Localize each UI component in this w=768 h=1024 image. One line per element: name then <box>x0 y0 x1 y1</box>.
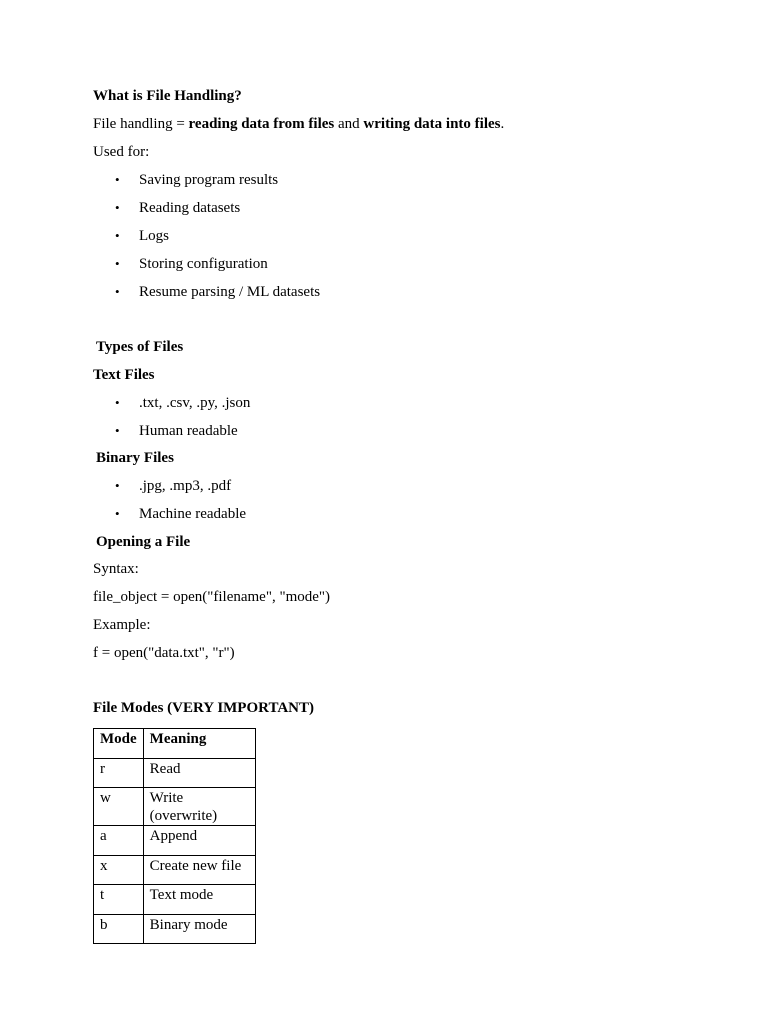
bullet-icon: • <box>115 506 120 521</box>
table-row <box>94 855 256 885</box>
mode-cell: r <box>94 758 144 788</box>
heading-what-is-file-handling: What is File Handling? <box>93 88 242 104</box>
table-row <box>94 826 256 856</box>
mode-cell: w <box>94 788 144 826</box>
definition-paragraph <box>93 115 504 133</box>
definition-suffix: . <box>500 116 505 132</box>
heading-opening-a-file: Opening a File <box>96 534 191 550</box>
bullet-icon: • <box>115 423 120 438</box>
meaning-cell: Append <box>143 826 255 856</box>
table-row <box>94 885 256 915</box>
list-item <box>115 171 278 189</box>
table-row <box>94 914 256 944</box>
definition-prefix: File handling = <box>93 116 189 132</box>
mode-cell: x <box>94 855 144 885</box>
column-header-meaning: Meaning <box>143 729 255 759</box>
list-item <box>115 227 169 245</box>
list-item-text: Machine readable <box>139 506 247 522</box>
syntax-label: Syntax: <box>93 561 139 577</box>
meaning-cell: Binary mode <box>143 914 255 944</box>
mode-cell: t <box>94 885 144 915</box>
list-item <box>115 283 320 301</box>
heading-types-of-files: Types of Files <box>96 339 184 355</box>
table-row <box>94 788 256 826</box>
list-item-text: Storing configuration <box>139 256 268 272</box>
syntax-code: file_object = open("filename", "mode") <box>93 589 331 605</box>
mode-cell: a <box>94 826 144 856</box>
definition-bold-writing: writing data into files <box>363 116 501 132</box>
list-item-text: .jpg, .mp3, .pdf <box>139 478 232 494</box>
list-item <box>115 255 268 273</box>
meaning-cell: Read <box>143 758 255 788</box>
list-item <box>115 199 240 217</box>
mode-cell: b <box>94 914 144 944</box>
bullet-icon: • <box>115 395 120 410</box>
heading-binary-files: Binary Files <box>96 450 174 466</box>
list-item-text: Logs <box>139 228 169 244</box>
meaning-cell: Create new file <box>143 855 255 885</box>
heading-text-files: Text Files <box>93 367 155 383</box>
meaning-cell: Write (overwrite) <box>143 788 255 826</box>
example-code: f = open("data.txt", "r") <box>93 645 235 661</box>
meaning-cell: Text mode <box>143 885 255 915</box>
list-item-text: Resume parsing / ML datasets <box>139 284 321 300</box>
heading-file-modes: File Modes (VERY IMPORTANT) <box>93 700 315 716</box>
bullet-icon: • <box>115 284 120 299</box>
bullet-icon: • <box>115 172 120 187</box>
column-header-mode: Mode <box>94 729 144 759</box>
list-item <box>115 505 246 523</box>
bullet-icon: • <box>115 478 120 493</box>
table-row <box>94 758 256 788</box>
bullet-icon: • <box>115 228 120 243</box>
list-item <box>115 422 238 440</box>
example-label: Example: <box>93 617 151 633</box>
definition-middle: and <box>334 116 364 132</box>
list-item-text: Saving program results <box>139 172 279 188</box>
list-item-text: .txt, .csv, .py, .json <box>139 395 251 411</box>
bullet-icon: • <box>115 200 120 215</box>
definition-bold-reading: reading data from files <box>188 116 335 132</box>
list-item-text: Human readable <box>139 423 238 439</box>
list-item <box>115 477 231 495</box>
list-item-text: Reading datasets <box>139 200 241 216</box>
used-for-label: Used for: <box>93 144 150 160</box>
file-modes-table <box>93 728 256 944</box>
table-header-row <box>94 729 256 759</box>
bullet-icon: • <box>115 256 120 271</box>
list-item <box>115 394 250 412</box>
